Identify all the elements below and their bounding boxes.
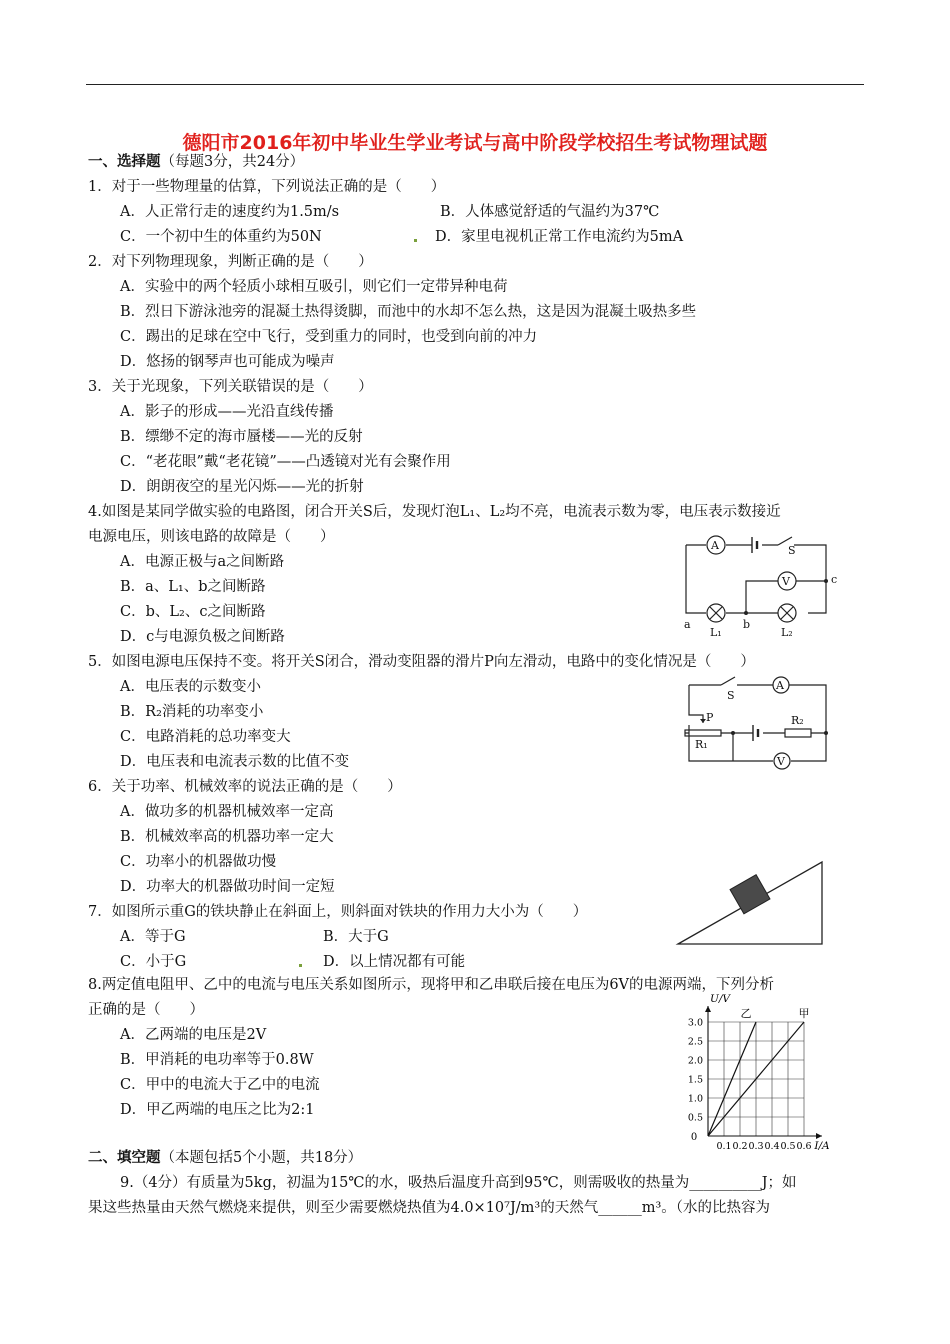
speck-mark	[414, 239, 417, 242]
x-tick-label: 0.6	[796, 1141, 812, 1152]
q4-point-c-label: c	[831, 573, 838, 586]
q5-voltmeter-label: V	[777, 755, 785, 768]
q6-stem: 6．关于功率、机械效率的说法正确的是（ ）	[88, 779, 402, 795]
q8-iv-chart	[672, 993, 844, 1156]
q3-option-a: A．影子的形成——光沿直线传播	[120, 404, 334, 420]
q3-option-d: D．朗朗夜空的星光闪烁——光的折射	[120, 479, 364, 495]
q8-stem-line-2: 正确的是（ ）	[88, 1002, 204, 1018]
q8-option-c: C．甲中的电流大于乙中的电流	[120, 1077, 320, 1093]
q3-option-b: B．缥缈不定的海市蜃楼——光的反射	[120, 429, 363, 445]
q4-point-b-label: b	[743, 618, 751, 631]
y-tick-label: 1.0	[687, 1093, 703, 1105]
q7-stem: 7．如图所示重G的铁块静止在斜面上，则斜面对铁块的作用力大小为（ ）	[88, 904, 588, 920]
q3-stem: 3．关于光现象，下列关联错误的是（ ）	[88, 379, 373, 395]
q5-option-d: D．电压表和电流表示数的比值不变	[120, 754, 350, 770]
x-tick-label: 0.5	[780, 1141, 796, 1152]
q4-switch-label: S	[788, 544, 796, 557]
q4-lamp-2-label: L₂	[781, 626, 793, 639]
series-label-2: 甲	[798, 1007, 810, 1020]
header-rule	[86, 84, 864, 85]
q5-option-b: B．R₂消耗的功率变小	[120, 704, 264, 720]
x-axis-label: I/A	[814, 1140, 830, 1152]
q1-stem: 1．对于一些物理量的估算，下列说法正确的是（ ）	[88, 179, 446, 195]
q5-stem: 5．如图电源电压保持不变。将开关S闭合，滑动变阻器的滑片P向左滑动，电路中的变化情况是（ ）	[88, 654, 755, 670]
q5-r1-label: R₁	[695, 738, 708, 751]
q8-option-a: A．乙两端的电压是2V	[120, 1027, 267, 1043]
q5-switch-label: S	[727, 689, 735, 702]
q2-option-c: C．踢出的足球在空中飞行，受到重力的同时，也受到向前的冲力	[120, 329, 538, 345]
q6-option-c: C．功率小的机器做功慢	[120, 854, 277, 870]
page-title: 德阳市2016年初中毕业生学业考试与高中阶段学校招生考试物理试题	[182, 132, 768, 154]
x-tick-label: 0.3	[748, 1141, 764, 1152]
section-1-note: （每题3分，共24分）	[160, 154, 305, 170]
y-tick-label: 2.0	[687, 1055, 703, 1067]
q7-option-b: B．大于G	[323, 929, 389, 945]
q2-option-b: B．烈日下游泳池旁的混凝土热得烫脚，而池中的水却不怎么热，这是因为混凝土吸热多些	[120, 304, 697, 320]
speck-mark	[299, 964, 302, 967]
q2-option-d: D．悠扬的钢琴声也可能成为噪声	[120, 354, 335, 370]
q1-option-d: D．家里电视机正常工作电流约为5mA	[435, 229, 684, 245]
section-2-heading	[88, 1148, 362, 1168]
q8-option-b: B．甲消耗的电功率等于0.8W	[120, 1052, 314, 1068]
x-tick-label: 0.1	[716, 1141, 732, 1152]
section-1-heading	[88, 152, 304, 172]
q6-option-d: D．功率大的机器做功时间一定短	[120, 879, 335, 895]
q7-option-c: C．小于G	[120, 954, 187, 970]
q5-option-a: A．电压表的示数变小	[120, 679, 261, 695]
y-tick-label: 1.5	[687, 1074, 703, 1086]
x-axis-arrow	[816, 1133, 822, 1139]
q4-ammeter-label: A	[711, 539, 719, 552]
q5-circuit-diagram	[681, 675, 831, 775]
y-axis-label: U/V	[710, 993, 730, 1005]
section-1-title: 一、选择题	[88, 153, 161, 170]
q8-option-d: D．甲乙两端的电压之比为2:1	[120, 1102, 315, 1118]
x-tick-label: 0.4	[764, 1141, 780, 1152]
section-2-note: （本题包括5个小题，共18分）	[160, 1150, 363, 1166]
q2-option-a: A．实验中的两个轻质小球相互吸引，则它们一定带异种电荷	[120, 279, 508, 295]
q7-incline-diagram	[676, 858, 826, 948]
q7-option-d: D．以上情况都有可能	[323, 954, 466, 970]
y-axis-arrow	[705, 1006, 711, 1012]
y-tick-label: 2.5	[687, 1036, 703, 1048]
q4-voltmeter-label: V	[782, 575, 790, 588]
q3-option-c: C．“老花眼”戴“老花镜”——凸透镜对光有会聚作用	[120, 454, 451, 470]
y-tick-label: 3.0	[687, 1017, 703, 1029]
q4-option-a: A．电源正极与a之间断路	[120, 554, 285, 570]
q9-line-1: 9.（4分）有质量为5kg，初温为15℃的水，吸热后温度升高到95℃，则需吸收的热量为__________J；如	[120, 1175, 797, 1191]
q5-r2-label: R₂	[791, 714, 804, 727]
q4-option-d: D．c与电源负极之间断路	[120, 629, 285, 645]
q5-ammeter-label: A	[776, 679, 784, 692]
q4-option-c: C．b、L₂、c之间断路	[120, 604, 266, 620]
q6-option-b: B．机械效率高的机器功率一定大	[120, 829, 334, 845]
q4-lamp-1-label: L₁	[710, 626, 722, 639]
q1-option-c: C．一个初中生的体重约为50N	[120, 229, 322, 245]
q4-stem-line-1: 4.如图是某同学做实验的电路图，闭合开关S后，发现灯泡L₁、L₂均不亮，电流表示数为零，电压表示数接近	[88, 504, 781, 520]
origin-label: 0	[690, 1132, 698, 1143]
section-2-title: 二、填空题	[88, 1149, 161, 1166]
q8-stem-line-1: 8.两定值电阻甲、乙中的电流与电压关系如图所示，现将甲和乙串联后接在电压为6V的电源两端，下列分析	[88, 977, 775, 993]
q2-stem: 2．对下列物理现象，判断正确的是（ ）	[88, 254, 373, 270]
q4-circuit-diagram	[676, 533, 846, 643]
q4-stem-line-2: 电源电压，则该电路的故障是（ ）	[88, 529, 335, 545]
x-tick-label: 0.2	[732, 1141, 748, 1152]
series-label-1: 乙	[740, 1007, 752, 1020]
q7-option-a: A．等于G	[120, 929, 186, 945]
q5-option-c: C．电路消耗的总功率变大	[120, 729, 291, 745]
q4-point-a-label: a	[684, 618, 691, 631]
q9-line-2: 果这些热量由天然气燃烧来提供，则至少需要燃烧热值为4.0×10⁷J/m³的天然气______m³。（水的比热容为	[88, 1200, 771, 1216]
q6-option-a: A．做功多的机器机械效率一定高	[120, 804, 334, 820]
q4-option-b: B．a、L₁、b之间断路	[120, 579, 266, 595]
q1-option-a: A．人正常行走的速度约为1.5m/s	[120, 204, 340, 220]
y-tick-label: 0.5	[687, 1112, 703, 1124]
q5-slider-label: P	[706, 711, 714, 724]
q1-option-b: B．人体感觉舒适的气温约为37℃	[440, 204, 660, 220]
